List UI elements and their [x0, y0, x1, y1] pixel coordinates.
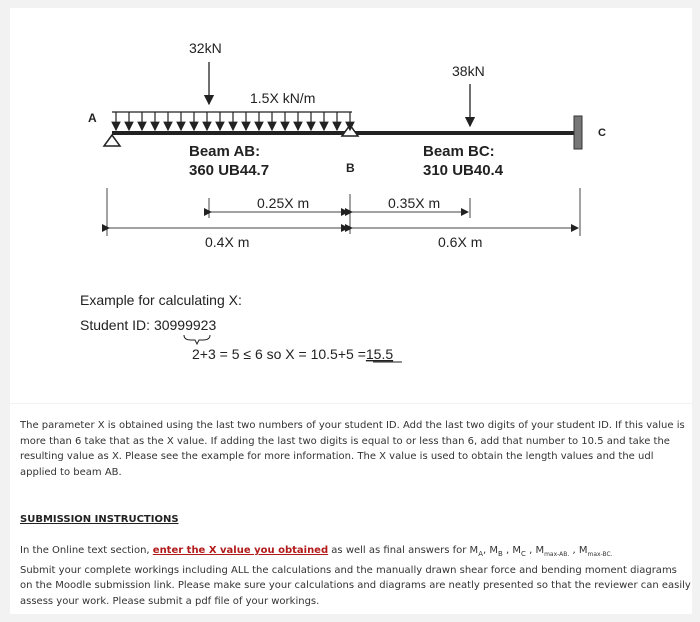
- beam-ab-title: Beam AB:: [189, 143, 261, 160]
- dim-035x-label: 0.35X m: [388, 195, 441, 211]
- udl-arrows: [112, 112, 352, 130]
- m-b: M: [489, 545, 498, 556]
- point-load-38-label: 38kN: [452, 63, 485, 79]
- example-calc-text: 2+3 = 5 ≤ 6 so X = 10.5+5 =: [192, 346, 366, 362]
- beam-ab-section: 360 UB44.7: [189, 162, 270, 179]
- sep-1: ,: [483, 545, 490, 556]
- fixed-support-c: [574, 116, 582, 149]
- dim-06x-label: 0.6X m: [438, 234, 483, 250]
- beam-bc-title: Beam BC:: [423, 143, 495, 160]
- support-a-label: A: [88, 111, 97, 125]
- example-student-id: [80, 317, 216, 333]
- pin-support-a: [104, 135, 120, 146]
- sub-c: C: [521, 550, 526, 558]
- student-id-last-two: 23: [200, 317, 217, 333]
- submission-heading: SUBMISSION INSTRUCTIONS: [20, 514, 179, 525]
- student-id-prefix: 309999: [153, 317, 201, 333]
- dimension-lines: [107, 188, 580, 236]
- dim-04x-label: 0.4X m: [205, 234, 250, 250]
- submission-rest: Submit your complete workings including ALL the calculations and the manually drawn shear force and bending moment diagrams on the Moodle submission link. Please make sure your calculations and diagrams are neatly presented so that the reviewer can easily assess your work. Please submit a pdf file of your workings.: [20, 564, 691, 607]
- udl-label: 1.5X kN/m: [250, 90, 316, 106]
- example-result: 15.5: [365, 346, 394, 362]
- x-parameter-paragraph: The parameter X is obtained using the last two numbers of your student ID. Add the last two digits of your student ID. If this value is more than 6 take that as the X value. If adding the last two digits is equal to or less than 6, add that number to 10.5 and take the resulting value as X. Please see the example for more information. The X value is used to obtain the length values and the udl applied to beam AB.: [20, 420, 685, 478]
- support-b-label: B: [346, 161, 355, 175]
- point-load-32-label: 32kN: [189, 40, 222, 56]
- sep-3: ,: [525, 545, 536, 556]
- enter-x-value-link[interactable]: enter the X value you obtained: [152, 545, 329, 556]
- m-max-bc: M: [578, 545, 588, 556]
- submission-final-answers: as well as final answers for M: [328, 545, 479, 556]
- dim-025x-label: 0.25X m: [257, 195, 310, 211]
- support-c-label: C: [598, 127, 606, 139]
- sub-b: B: [498, 550, 503, 558]
- example-calc: [192, 346, 393, 362]
- submission-intro: In the Online text section,: [20, 545, 153, 556]
- sep-2: ,: [502, 545, 513, 556]
- sep-4: ,: [569, 545, 579, 556]
- beam-bc-section: 310 UB40.4: [423, 162, 504, 179]
- example-title: Example for calculating X:: [80, 292, 242, 308]
- student-id-label: Student ID:: [80, 317, 154, 333]
- m-c: M: [512, 545, 521, 556]
- sub-max-ab: max-AB.: [544, 551, 570, 558]
- sub-a: A: [478, 550, 483, 558]
- sub-max-bc: max-BC.: [587, 551, 613, 558]
- m-max-ab: M: [535, 545, 545, 556]
- submission-text: [20, 543, 692, 609]
- last-two-digits-brace: [184, 335, 210, 344]
